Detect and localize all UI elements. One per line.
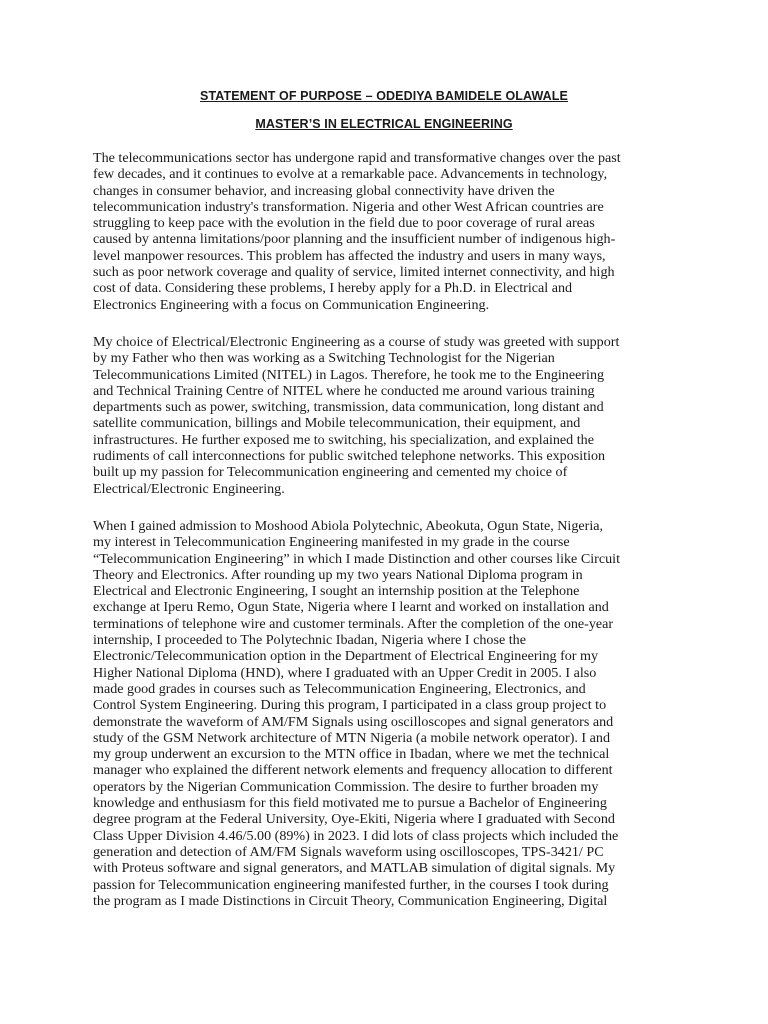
text-line: few decades, and it continues to evolve at a remarkable pace. Advancements in technology,	[93, 166, 608, 183]
text-line: internship, I proceeded to The Polytechnic Ibadan, Nigeria where I chose the	[93, 632, 526, 649]
text-line: operators by the Nigerian Communication Commission. The desire to further broaden my	[93, 778, 599, 795]
text-line: departments such as power, switching, transmission, data communication, long distant and	[93, 399, 604, 416]
text-line: changes in consumer behavior, and increasing global connectivity have driven the	[93, 182, 555, 199]
document-subtitle: MASTER’S IN ELECTRICAL ENGINEERING	[255, 117, 513, 131]
text-line: Electrical and Electronic Engineering, I sought an internship position at the Telephone	[93, 583, 580, 600]
text-line: Theory and Electronics. After rounding up my two years National Diploma program in	[93, 566, 583, 583]
text-line: by my Father who then was working as a Switching Technologist for the Nigerian	[93, 350, 555, 367]
text-line: Higher National Diploma (HND), where I graduated with an Upper Credit in 2005. I also	[93, 664, 597, 681]
text-line: When I gained admission to Moshood Abiola Polytechnic, Abeokuta, Ogun State, Nigeria,	[93, 518, 604, 534]
text-line: and Technical Training Centre of NITEL where he conducted me around various training	[93, 382, 595, 399]
text-line: with Proteus software and signal generators, and MATLAB simulation of digital signals. My	[93, 860, 616, 877]
text-line: the program as I made Distinctions in Circuit Theory, Communication Engineering, Digital	[93, 892, 608, 909]
text-line: rudiments of call interconnections for public switched telephone networks. This exposition	[93, 448, 606, 465]
document-title: STATEMENT OF PURPOSE – ODEDIYA BAMIDELE OLAWALE	[200, 89, 568, 103]
text-line: level manpower resources. This problem has affected the industry and users in many ways,	[93, 247, 606, 264]
paragraph-1	[93, 150, 683, 313]
paragraph-2	[93, 334, 683, 497]
text-line: My choice of Electrical/Electronic Engineering as a course of study was greeted with support	[93, 334, 620, 350]
text-line: built up my passion for Telecommunication engineering and cemented my choice of	[93, 464, 568, 481]
text-line: infrastructures. He further exposed me to switching, his specialization, and explained the	[93, 431, 594, 448]
text-line: knowledge and enthusiasm for this field motivated me to pursue a Bachelor of Engineering	[93, 795, 607, 812]
text-line: terminations of telephone wire and customer terminals. After the completion of the one-year	[93, 615, 614, 632]
text-line: generation and detection of AM/FM Signals waveform using oscilloscopes, TPS-3421/ PC	[93, 843, 604, 860]
text-line: study of the GSM Network architecture of MTN Nigeria (a mobile network operator). I and	[93, 729, 611, 746]
text-line: made good grades in courses such as Telecommunication Engineering, Electronics, and	[93, 680, 586, 697]
text-line: Control System Engineering. During this program, I participated in a class group project to	[93, 697, 607, 714]
text-line: my group underwent an excursion to the MTN office in Ibadan, where we met the technical	[93, 746, 610, 763]
text-line: satellite communication, billings and Mobile telecommunication, their equipment, and	[93, 415, 581, 432]
text-line: demonstrate the waveform of AM/FM Signals using oscilloscopes and signal generators and	[93, 713, 614, 730]
text-line: such as poor network coverage and quality of service, limited internet connectivity, and high	[93, 264, 615, 281]
text-line: The telecommunications sector has undergone rapid and transformative changes over the past	[93, 150, 621, 166]
text-line: Class Upper Division 4.46/5.00 (89%) in 2023. I did lots of class projects which included the	[93, 827, 619, 844]
text-line: passion for Telecommunication engineering manifested further, in the courses I took during	[93, 876, 609, 893]
text-line: Electronics Engineering with a focus on Communication Engineering.	[93, 296, 490, 313]
text-line: Electronic/Telecommunication option in the Department of Electrical Engineering for my	[93, 648, 599, 665]
text-line: Telecommunications Limited (NITEL) in Lagos. Therefore, he took me to the Engineering	[93, 366, 605, 383]
text-line: struggling to keep pace with the evolution in the field due to poor coverage of rural areas	[93, 215, 595, 232]
text-line: Electrical/Electronic Engineering.	[93, 480, 285, 497]
paragraph-3	[93, 518, 683, 909]
text-line: caused by antenna limitations/poor planning and the insufficient number of indigenous high-	[93, 231, 616, 248]
text-line: manager who explained the different network elements and frequency allocation to different	[93, 762, 613, 779]
text-line: my interest in Telecommunication Engineering manifested in my grade in the course	[93, 534, 570, 551]
text-line: cost of data. Considering these problems, I hereby apply for a Ph.D. in Electrical and	[93, 280, 573, 297]
text-line: “Telecommunication Engineering” in which I made Distinction and other courses like Circuit	[93, 550, 620, 567]
text-line: exchange at Iperu Remo, Ogun State, Nigeria where I learnt and worked on installation and	[93, 599, 609, 616]
text-line: degree program at the Federal University, Oye-Ekiti, Nigeria where I graduated with Second	[93, 811, 615, 828]
text-line: telecommunication industry's transformation. Nigeria and other West African countries are	[93, 198, 604, 215]
